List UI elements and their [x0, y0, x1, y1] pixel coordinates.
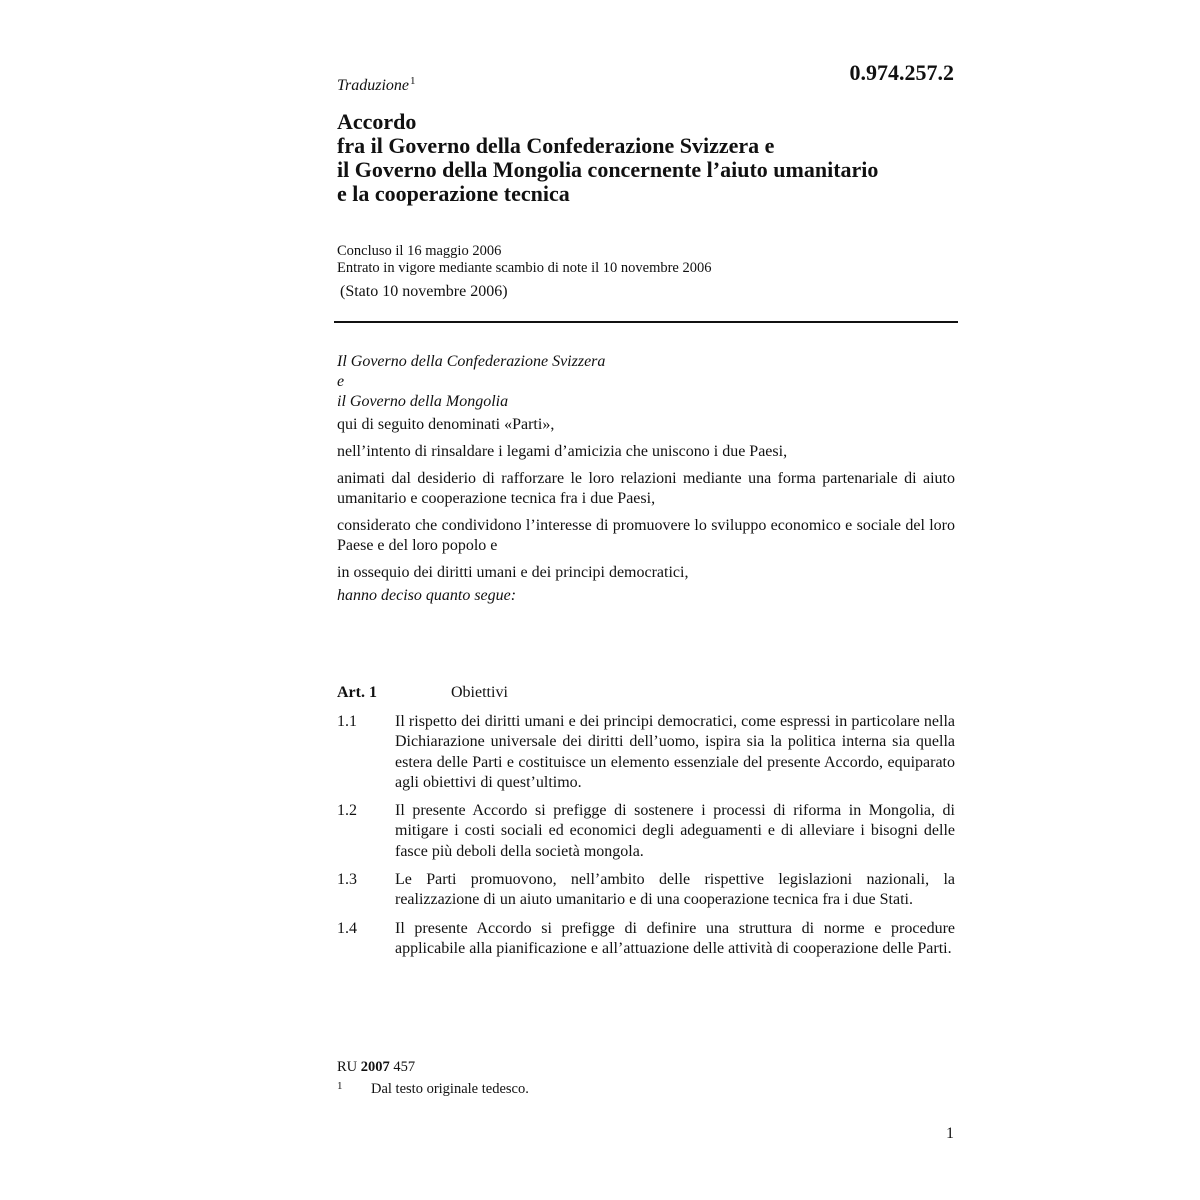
clause-number: 1.2 [337, 802, 357, 820]
concluded-date: Concluso il 16 maggio 2006 [337, 243, 502, 259]
ru-page: 457 [393, 1059, 416, 1075]
clause [337, 801, 955, 862]
footnote-mark: 1 [337, 1080, 343, 1092]
preamble-paragraph-2: nell’intento di rinsaldare i legami d’amicizia che uniscono i due Paesi, [337, 443, 788, 460]
preamble-paragraph-5: in ossequio dei diritti umani e dei principi democratici, [337, 564, 689, 581]
article-number: Art. 1 [337, 684, 377, 701]
clause-number: 1.1 [337, 713, 357, 730]
preamble-paragraph-3: animati dal desiderio di rafforzare le loro relazioni mediante una forma partenariale di aiuto umanitario e cooperazione tecnica fra i due Paesi, [337, 470, 955, 507]
sr-number: 0.974.257.2 [849, 60, 954, 85]
article-title: Obiettivi [451, 684, 508, 701]
preamble-closing: hanno deciso quanto segue: [337, 587, 517, 604]
article-heading [337, 684, 955, 702]
translation-label: Traduzione$^1$ [337, 75, 416, 94]
in-force-date: Entrato in vigore mediante scambio di note il 10 novembre 2006 [337, 260, 712, 276]
title-line-1: Accordo [337, 109, 417, 134]
official-compilation-reference [337, 1059, 415, 1076]
footnote-reference: 1 [410, 75, 416, 87]
footnote-text: Dal testo originale tedesco. [371, 1081, 529, 1097]
ru-prefix: RU [337, 1059, 358, 1075]
horizontal-divider [334, 321, 958, 323]
clause [337, 712, 955, 793]
status-date: (Stato 10 novembre 2006) [340, 283, 508, 300]
conjunction: e [337, 373, 345, 390]
document-title [337, 110, 957, 206]
preamble-paragraph-4: considerato che condividono l’interesse di promuovere lo sviluppo economico e sociale del loro Paese e del loro popolo e [337, 517, 955, 554]
preamble-paragraph-1: qui di seguito denominati «Parti», [337, 416, 555, 433]
page-number: 1 [946, 1125, 954, 1142]
title-line-4: e la cooperazione tecnica [337, 181, 570, 206]
clause-text: Il rispetto dei diritti umani e dei principi democratici, come espressi in particolare nella Dichiarazione universale dei diritti dell’uomo, ispira sia la politica interna sia quella estera delle Parti e costituisce un elemento essenziale del presente Accordo, equiparato agli obiettivi di quest’ultimo. [395, 713, 955, 791]
title-line-3: il Governo della Mongolia concernente l’aiuto umanitario [337, 157, 879, 182]
clause [337, 870, 955, 911]
ru-year: 2007 [360, 1059, 390, 1075]
party-1: Il Governo della Confederazione Svizzera [337, 353, 606, 370]
clause-text: Il presente Accordo si prefigge di definire una struttura di norme e procedure applicabile alla pianificazione e all’attuazione delle attività di cooperazione delle Parti. [395, 919, 955, 957]
article-body [337, 712, 955, 967]
clause-text: Il presente Accordo si prefigge di sostenere i processi di riforma in Mongolia, di mitigare i costi sociali ed economici degli adeguamenti e di alleviare i bisogni delle fasce più deboli della società mongola. [395, 802, 955, 860]
clause [337, 919, 955, 960]
clause-text: Le Parti promuovono, nell’ambito delle rispettive legislazioni nazionali, la realizzazione di un aiuto umanitario e di una cooperazione tecnica fra i due Stati. [395, 871, 955, 909]
clause-number: 1.4 [337, 919, 357, 937]
title-line-2: fra il Governo della Confederazione Svizzera e [337, 133, 775, 158]
dates-block [337, 243, 957, 277]
footnote [337, 1080, 529, 1098]
preamble [337, 352, 955, 606]
clause-number: 1.3 [337, 871, 357, 889]
party-2: il Governo della Mongolia [337, 393, 509, 410]
